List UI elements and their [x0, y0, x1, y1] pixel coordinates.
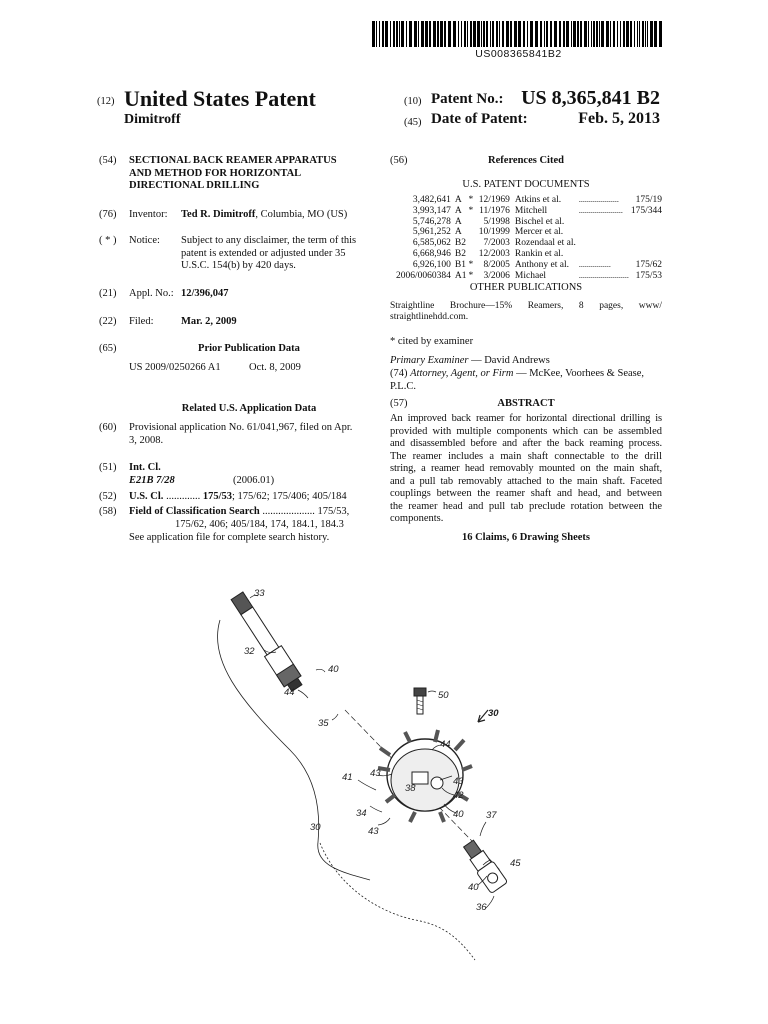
barcode-bar	[650, 21, 653, 47]
notice-line: U.S.C. 154(b) by 420 days.	[181, 260, 296, 271]
barcode-bar	[444, 21, 446, 47]
reference-date: 12/2003	[478, 248, 510, 259]
title-line: SECTIONAL BACK REAMER APPARATUS	[129, 155, 337, 166]
ref-label-40: 40	[453, 809, 464, 820]
provisional-text	[129, 422, 374, 447]
notice-line: Subject to any disclaimer, the term of this	[181, 235, 357, 246]
reference-dots	[579, 238, 631, 249]
reference-name: Mitchell	[514, 205, 548, 216]
barcode-bar	[599, 21, 600, 47]
reference-dots: ......................	[578, 205, 623, 215]
us-docs-heading: U.S. PATENT DOCUMENTS	[462, 179, 590, 190]
inventor-location: , Columbia, MO (US)	[255, 209, 348, 220]
reference-num: 6,668,946	[412, 248, 451, 259]
reference-row	[396, 227, 662, 238]
barcode-bar	[571, 21, 572, 47]
barcode-bar	[473, 21, 476, 47]
uscl-dots: .............	[163, 491, 203, 502]
reference-date: 7/2003	[483, 238, 510, 249]
reference-kind: A	[454, 227, 462, 238]
related-heading: Related U.S. Application Data	[181, 403, 317, 414]
barcode-bar	[514, 21, 517, 47]
uscl-label: U.S. Cl.	[129, 491, 164, 502]
ref-label-37: 37	[486, 810, 497, 821]
reference-cls: 175/344	[630, 205, 662, 216]
barcode-bar	[563, 21, 565, 47]
reference-row	[396, 249, 662, 260]
prior-pub-date: Oct. 8, 2009	[249, 362, 301, 373]
abstract-line: components.	[390, 513, 444, 524]
barcode-bar	[470, 21, 472, 47]
title-code: (54)	[99, 155, 117, 166]
reference-num: 6,585,062	[412, 238, 451, 249]
date-label: Date of Patent:	[431, 111, 528, 127]
barcode-bar	[406, 21, 407, 47]
abstract-line: and disassembled before and after the back reaming process.	[390, 438, 662, 449]
field-code: (58)	[99, 506, 117, 517]
reference-cls	[631, 227, 662, 238]
reference-star: *	[468, 205, 474, 216]
reference-cls: 175/53	[635, 270, 662, 281]
reference-star: *	[468, 259, 474, 270]
barcode-bar	[448, 21, 451, 47]
drawing-outline	[320, 843, 475, 960]
barcode-bar	[630, 21, 632, 47]
barcode-bar	[502, 21, 504, 47]
reference-cls	[631, 238, 662, 249]
kind-code: (12)	[97, 96, 115, 107]
document-title: United States Patent	[124, 86, 316, 111]
barcode-bar	[634, 21, 635, 47]
barcode-bar	[626, 21, 629, 47]
barcode-bar	[506, 21, 509, 47]
patent-number: US 8,365,841 B2	[521, 87, 660, 109]
ref-label-32: 32	[244, 646, 255, 657]
reference-cls: 175/19	[635, 195, 662, 205]
barcode	[372, 21, 665, 60]
examiner-name: — David Andrews	[468, 355, 550, 366]
barcode-bar	[588, 21, 589, 47]
ref-label-34: 34	[356, 808, 367, 819]
inventor-name: Ted R. Dimitroff	[181, 209, 256, 220]
date-code: (45)	[404, 117, 422, 128]
barcode-bar	[429, 21, 431, 47]
invention-title	[129, 155, 359, 193]
barcode-bar	[372, 21, 375, 47]
barcode-bar	[540, 21, 542, 47]
reference-name: Mercer et al.	[514, 227, 564, 238]
barcode-bar	[610, 21, 611, 47]
intcl-class: E21B 7/28	[129, 475, 175, 486]
patent-no-code: (10)	[404, 96, 422, 107]
abstract-heading: ABSTRACT	[497, 398, 555, 409]
ref-label-42: 42	[453, 790, 464, 801]
reference-row	[396, 238, 662, 249]
attorney-entry	[390, 368, 644, 381]
ref-label-33: 33	[254, 588, 265, 599]
field-line-3: See application file for complete search history.	[129, 532, 330, 543]
reference-name: Bischel et al.	[514, 216, 565, 227]
reference-cls	[631, 249, 662, 260]
barcode-bar	[499, 21, 500, 47]
notice-line: patent is extended or adjusted under 35	[181, 247, 346, 259]
reference-num: 5,961,252	[412, 227, 451, 238]
reference-row	[396, 195, 662, 206]
barcode-bar	[490, 21, 491, 47]
reference-date: 12/1969	[478, 195, 510, 205]
abstract-line: The reamer includes a main shaft connectable to the drill	[390, 450, 662, 462]
other-pubs-heading: OTHER PUBLICATIONS	[469, 282, 583, 293]
uscl-main: 175/53	[202, 491, 232, 502]
ref-label-41: 41	[342, 772, 353, 783]
refs-code: (56)	[390, 155, 408, 166]
reference-cls	[631, 217, 662, 228]
barcode-bar	[554, 21, 557, 47]
ref-label-45: 45	[510, 858, 521, 869]
barcode-bar	[637, 21, 638, 47]
barcode-bar	[623, 21, 625, 47]
ref-label-36: 36	[476, 902, 487, 913]
barcode-bar	[453, 21, 456, 47]
field-label: Field of Classification Search	[129, 506, 260, 517]
barcode-bar	[496, 21, 498, 47]
barcode-bar	[492, 21, 494, 47]
reference-kind: A	[454, 195, 462, 205]
reference-star	[469, 227, 479, 238]
barcode-bar	[573, 21, 576, 47]
abstract-line: and a pull tab removably attached to the main shaft. Faceted	[390, 475, 662, 487]
barcode-bar	[437, 21, 439, 47]
barcode-bar	[654, 21, 657, 47]
field-dots: .................... 175/53,	[259, 506, 350, 517]
filed-label: Filed:	[129, 316, 154, 327]
barcode-bar	[559, 21, 561, 47]
reference-dots	[579, 217, 631, 228]
uscl-code: (52)	[99, 491, 117, 502]
reference-date: 10/1999	[478, 227, 510, 238]
prior-heading: Prior Publication Data	[198, 343, 300, 354]
reference-name: Atkins et al.	[514, 195, 562, 205]
barcode-bar	[593, 21, 595, 47]
uscl-rest: ; 175/62; 175/406; 405/184	[231, 491, 347, 502]
reference-kind: A	[454, 216, 462, 227]
intcl-code: (51)	[99, 462, 117, 473]
reference-kind: A1	[454, 270, 467, 281]
uscl-entry	[129, 491, 347, 504]
barcode-bar	[580, 21, 582, 47]
barcode-bar	[464, 21, 466, 47]
barcode-bar	[390, 21, 391, 47]
reference-name: Michael	[514, 270, 547, 281]
ref-label-50: 50	[438, 690, 449, 701]
barcode-bar	[433, 21, 436, 47]
barcode-bar	[659, 21, 662, 47]
abstract-code: (57)	[390, 398, 408, 409]
attorney-name: — McKee, Voorhees & Sease,	[513, 368, 645, 379]
intcl-year: (2006.01)	[233, 475, 275, 486]
reference-star: *	[468, 270, 474, 281]
main-shaft	[229, 590, 306, 693]
barcode-bar	[647, 21, 648, 47]
reference-star	[469, 217, 479, 228]
barcode-bar	[382, 21, 384, 47]
barcode-bar	[596, 21, 598, 47]
abstract-line: provided with multiple components which can be assembled	[390, 425, 662, 437]
barcode-bar	[518, 21, 521, 47]
barcode-bar	[414, 21, 417, 47]
reference-num: 2006/0060384	[396, 270, 451, 281]
barcode-bar	[401, 21, 404, 47]
examiner-entry	[390, 355, 550, 368]
barcode-bar	[613, 21, 615, 47]
barcode-bar	[546, 21, 548, 47]
ref-label-40: 40	[328, 664, 339, 675]
abstract-line: the reamer head and pull tab preclude rotation between the	[390, 500, 662, 512]
reference-kind: B2	[454, 238, 466, 249]
ref-label-43: 43	[453, 776, 464, 787]
reference-kind: A	[454, 205, 462, 216]
barcode-bar	[510, 21, 512, 47]
barcode-bar	[483, 21, 485, 47]
appl-number: 12/396,047	[181, 288, 229, 299]
barcode-bar	[486, 21, 488, 47]
reference-row	[396, 260, 662, 271]
reference-star	[469, 238, 479, 249]
reference-name: Rozendaal et al.	[514, 238, 576, 249]
other-pubs-text	[390, 301, 662, 323]
barcode-bar	[399, 21, 400, 47]
patent-no-label: Patent No.:	[431, 91, 504, 107]
ref-label-43: 43	[370, 768, 381, 779]
reference-num: 5,746,278	[412, 216, 451, 227]
barcode-bar	[591, 21, 592, 47]
ref-label-43: 43	[368, 826, 379, 837]
us-patent-documents	[396, 195, 662, 281]
notice-label: Notice:	[129, 235, 160, 246]
notice-code: ( * )	[99, 235, 117, 246]
abstract-line: An improved back reamer for horizontal directional drilling is	[390, 413, 662, 424]
barcode-bar	[481, 21, 482, 47]
attorney-code: (74)	[390, 368, 408, 379]
barcode-bar	[645, 21, 646, 47]
title-line: AND METHOD FOR HORIZONTAL	[129, 167, 302, 179]
reference-star	[469, 249, 479, 260]
inventor-code: (76)	[99, 209, 117, 220]
reference-row	[396, 206, 662, 217]
bolt	[414, 688, 426, 714]
barcode-bar	[617, 21, 618, 47]
abstract-line: string, a reamer head removably mounted on the main shaft,	[390, 463, 662, 474]
barcode-bar	[544, 21, 545, 47]
notice-text	[181, 235, 371, 273]
ref-label-40: 40	[468, 882, 479, 893]
refs-heading: References Cited	[488, 155, 564, 166]
field-entry	[129, 506, 349, 519]
barcode-bar	[535, 21, 538, 47]
claims-summary: 16 Claims, 6 Drawing Sheets	[461, 532, 591, 543]
ref-label-30: 30	[488, 708, 499, 719]
barcode-bar	[639, 21, 640, 47]
other-pubs-line: Straightline Brochure—15% Reamers, 8 pages, www/	[390, 301, 662, 311]
reference-num: 3,482,641	[412, 195, 451, 205]
cited-by-examiner: * cited by examiner	[390, 336, 474, 347]
other-pubs-line: straightlinehdd.com.	[390, 312, 469, 322]
reference-kind: B1	[454, 259, 466, 270]
reference-date: 11/1976	[479, 205, 510, 216]
barcode-bar	[425, 21, 428, 47]
barcode-bar	[550, 21, 552, 47]
appl-label: Appl. No.:	[129, 288, 174, 299]
barcode-bar	[577, 21, 579, 47]
us-patent-documents-body	[396, 195, 662, 281]
barcode-bar	[461, 21, 462, 47]
patent-drawing	[200, 580, 560, 980]
reference-date: 5/1998	[483, 216, 510, 227]
provisional-line: Provisional application No. 61/041,967, filed on Apr.	[129, 422, 353, 433]
reference-row	[396, 271, 662, 282]
attorney-line-2: P.L.C.	[390, 381, 416, 392]
inventor-entry	[181, 209, 347, 222]
barcode-bar	[606, 21, 609, 47]
ref-label-44: 44	[284, 687, 295, 698]
barcode-bar	[421, 21, 424, 47]
barcode-bar	[393, 21, 395, 47]
barcode-bar	[527, 21, 528, 47]
reference-dots: .........................	[578, 270, 629, 280]
barcode-bar	[620, 21, 621, 47]
barcode-bar	[396, 21, 398, 47]
reference-kind: B2	[454, 248, 466, 259]
drawing-outline	[217, 620, 370, 880]
filed-code: (22)	[99, 316, 117, 327]
provisional-code: (60)	[99, 422, 117, 433]
attorney-label: Attorney, Agent, or Firm	[410, 368, 514, 379]
barcode-bar	[376, 21, 377, 47]
barcode-bar	[418, 21, 419, 47]
barcode-bars	[372, 21, 665, 47]
barcode-bar	[523, 21, 525, 47]
reference-date: 8/2005	[483, 259, 510, 270]
patent-date: Feb. 5, 2013	[578, 110, 660, 127]
reference-date: 3/2006	[483, 270, 510, 281]
barcode-bar	[440, 21, 443, 47]
barcode-number: US008365841B2	[475, 48, 562, 60]
barcode-bar	[458, 21, 459, 47]
reference-num: 3,993,147	[412, 205, 451, 216]
barcode-bar	[642, 21, 644, 47]
field-line-2: 175/62, 406; 405/184, 174, 184.1, 184.3	[175, 519, 344, 530]
barcode-bar	[566, 21, 569, 47]
abstract-text	[390, 413, 662, 526]
reference-dots	[579, 249, 631, 260]
ref-label-44: 44	[440, 739, 451, 750]
reference-dots: ....................	[578, 195, 619, 204]
barcode-bar	[379, 21, 380, 47]
reference-dots: ................	[578, 259, 611, 269]
reference-num: 6,926,100	[412, 259, 451, 270]
reference-name: Anthony et al.	[514, 259, 570, 270]
reference-star: *	[468, 195, 474, 205]
title-line: DIRECTIONAL DRILLING	[129, 180, 260, 191]
abstract-line: couplings between the reamer shaft and head, and between	[390, 488, 662, 499]
barcode-bar	[385, 21, 388, 47]
barcode-bar	[477, 21, 480, 47]
reference-row	[396, 217, 662, 228]
barcode-bar	[584, 21, 587, 47]
barcode-bar	[409, 21, 412, 47]
prior-code: (65)	[99, 343, 117, 354]
ref-label-38: 38	[405, 783, 416, 794]
reference-cls: 175/62	[635, 259, 662, 270]
examiner-label: Primary Examiner	[390, 355, 469, 366]
prior-pub-number: US 2009/0250266 A1	[129, 362, 221, 373]
inventor-label: Inventor:	[129, 209, 168, 220]
barcode-bar	[530, 21, 533, 47]
reference-name: Rankin et al.	[514, 248, 564, 259]
barcode-bar	[467, 21, 468, 47]
intcl-label: Int. Cl.	[129, 462, 161, 473]
filed-date: Mar. 2, 2009	[181, 316, 237, 327]
provisional-line: 3, 2008.	[129, 434, 164, 446]
appl-code: (21)	[99, 288, 117, 299]
inventor-short: Dimitroff	[124, 112, 181, 127]
ref-label-30: 30	[310, 822, 321, 833]
barcode-bar	[601, 21, 604, 47]
reference-dots	[579, 227, 631, 238]
ref-label-35: 35	[318, 718, 329, 729]
